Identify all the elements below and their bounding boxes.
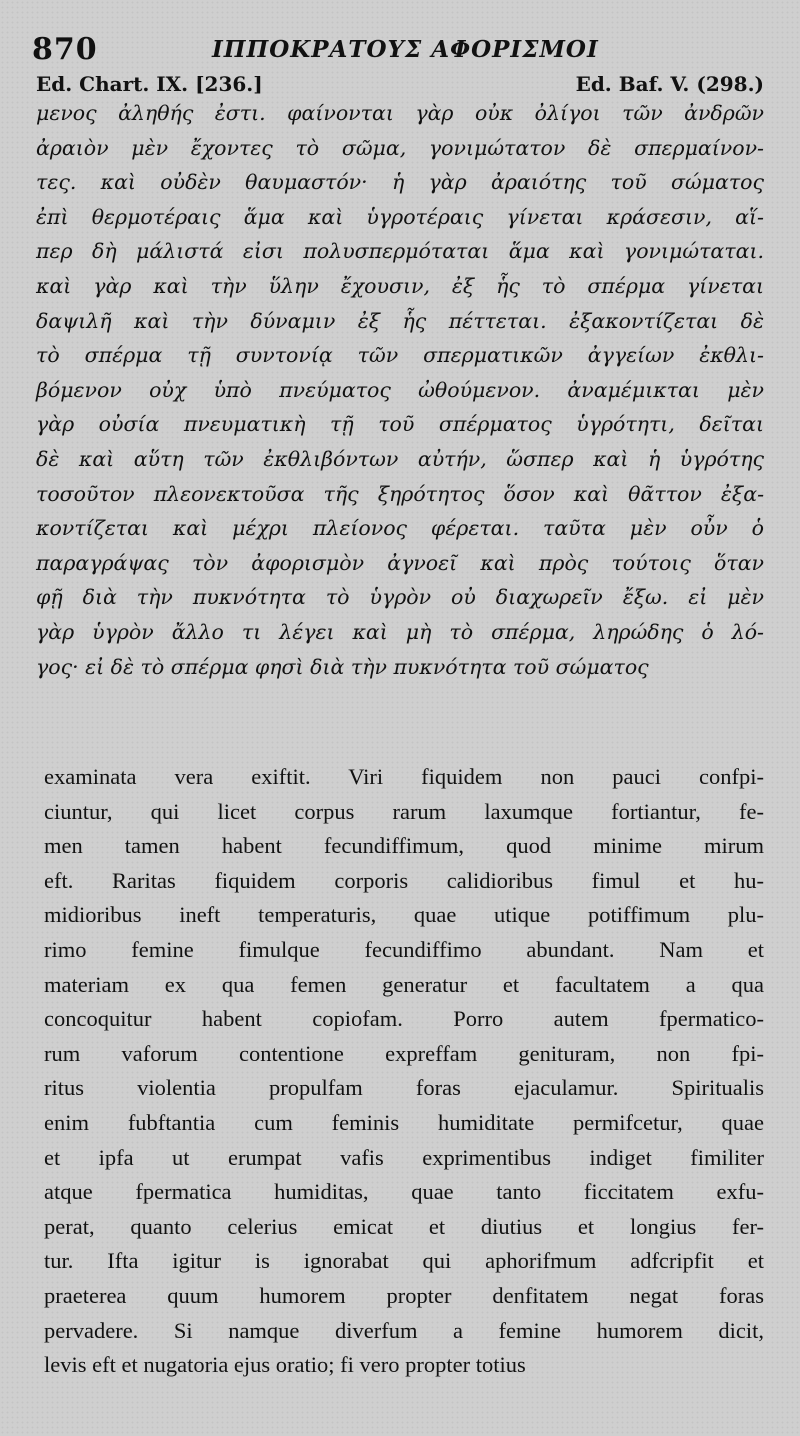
greek-text-line: καὶ γὰρ καὶ τὴν ὕλην ἔχουσιν, ἐξ ἧς τὸ σπέρμα γίνεται (36, 273, 764, 298)
latin-text-line: atque fpermatica humiditas, quae tanto ficcitatem exfu- (44, 1179, 764, 1205)
latin-text-line: examinata vera exiftit. Viri fiquidem non pauci confpi- (44, 764, 764, 789)
running-title: ΙΠΠΟΚΡΑΤΟΥΣ ΑΦΟΡΙΣΜΟΙ (212, 36, 599, 63)
greek-text-line: δαψιλῆ καὶ τὴν δύναμιν ἐξ ἧς πέττεται. ἐξακοντίζεται δὲ (36, 308, 764, 333)
latin-text-line: men tamen habent fecundiffimum, quod minime mirum (44, 833, 764, 859)
greek-text-line: γὰρ οὐσία πνευματικὴ τῇ τοῦ σπέρματος ὑγρότητι, δεῖται (36, 412, 764, 437)
greek-text-line: βόμενον οὐχ ὑπὸ πνεύματος ὠθούμενον. ἀναμέμικται μὲν (36, 377, 764, 402)
greek-text-line: ἐπὶ θερμοτέραις ἅμα καὶ ὑγροτέραις γίνεται κράσεσιν, αἵ- (36, 204, 764, 229)
latin-text-line: levis eft et nugatoria ejus oratio; fi vero propter totius (44, 1352, 526, 1378)
latin-text-line: pervadere. Si namque diverfum a femine humorem dicit, (44, 1317, 764, 1343)
latin-text-line: rimo femine fimulque fecundiffimo abundant. Nam et (44, 936, 764, 962)
latin-text-line: midioribus ineft temperaturis, quae utique potiffimum plu- (44, 902, 764, 928)
latin-text-line: rum vaforum contentione expreffam genituram, non fpi- (44, 1040, 764, 1066)
greek-text-line: τες. καὶ οὐδὲν θαυμαστόν· ἡ γὰρ ἀραιότης τοῦ σώματος (36, 170, 764, 195)
greek-text-line: δὲ καὶ αὕτη τῶν ἐκθλιβόντων αὐτήν, ὥσπερ καὶ ἡ ὑγρότης (36, 446, 764, 471)
running-header (32, 28, 766, 68)
latin-text-line: concoquitur habent copiofam. Porro autem fpermatico- (44, 1006, 764, 1032)
latin-text-block (44, 760, 764, 1383)
latin-text-line: enim fubftantia cum feminis humiditate permifcetur, quae (44, 1109, 764, 1135)
latin-text-line: et ipfa ut erumpat vafis exprimentibus indiget fimiliter (44, 1144, 764, 1170)
greek-text-line: ἀραιὸν μὲν ἔχοντες τὸ σῶμα, γονιμώτατον δὲ σπερμαίνον- (36, 135, 764, 160)
greek-text-line: γος· εἰ δὲ τὸ σπέρμα φησὶ διὰ τὴν πυκνότητα τοῦ σώματος (36, 654, 649, 679)
greek-text-line: γὰρ ὑγρὸν ἄλλο τι λέγει καὶ μὴ τὸ σπέρμα, ληρώδης ὁ λό- (36, 619, 764, 644)
greek-text-line: μενος ἀληθής ἐστι. φαίνονται γὰρ οὐκ ὀλίγοι τῶν ἀνδρῶν (36, 101, 764, 125)
latin-text-line: praeterea quum humorem propter denfitatem negat foras (44, 1282, 764, 1308)
latin-text-line: perat, quanto celerius emicat et diutius et longius fer- (44, 1213, 764, 1239)
greek-text-line: κοντίζεται καὶ μέχρι πλείονος φέρεται. ταῦτα μὲν οὖν ὁ (36, 516, 764, 541)
greek-text-line: φῇ διὰ τὴν πυκνότητα τὸ ὑγρὸν οὐ διαχωρεῖν ἔξω. εἰ μὲν (36, 585, 764, 610)
greek-text-line: περ δὴ μάλιστά εἰσι πολυσπερμόταται ἅμα καὶ γονιμώταται. (36, 239, 764, 264)
page-number: 870 (32, 32, 98, 67)
latin-text-line: ritus violentia propulfam foras ejaculamur. Spiritualis (44, 1075, 764, 1101)
greek-text-line: τὸ σπέρμα τῇ συντονίᾳ τῶν σπερματικῶν ἀγγείων ἐκθλι- (36, 343, 764, 368)
greek-text-block (36, 96, 764, 684)
edition-reference-right: Ed. Baf. V. (298.) (575, 72, 764, 96)
latin-text-line: ciuntur, qui licet corpus rarum laxumque fortiantur, fe- (44, 798, 764, 824)
latin-text-line: materiam ex qua femen generatur et facultatem a qua (44, 971, 764, 997)
latin-text-line: eft. Raritas fiquidem corporis calidioribus fimul et hu- (44, 867, 764, 893)
greek-text-line: παραγράψας τὸν ἀφορισμὸν ἀγνοεῖ καὶ πρὸς τούτοις ὅταν (36, 550, 764, 575)
edition-reference-left: Ed. Chart. IX. [236.] (36, 72, 263, 96)
greek-text-line: τοσοῦτον πλεονεκτοῦσα τῆς ξηρότητος ὅσον καὶ θᾶττον ἐξα- (36, 481, 764, 506)
latin-text-line: tur. Ifta igitur is ignorabat qui aphorifmum adfcripfit et (44, 1248, 764, 1274)
